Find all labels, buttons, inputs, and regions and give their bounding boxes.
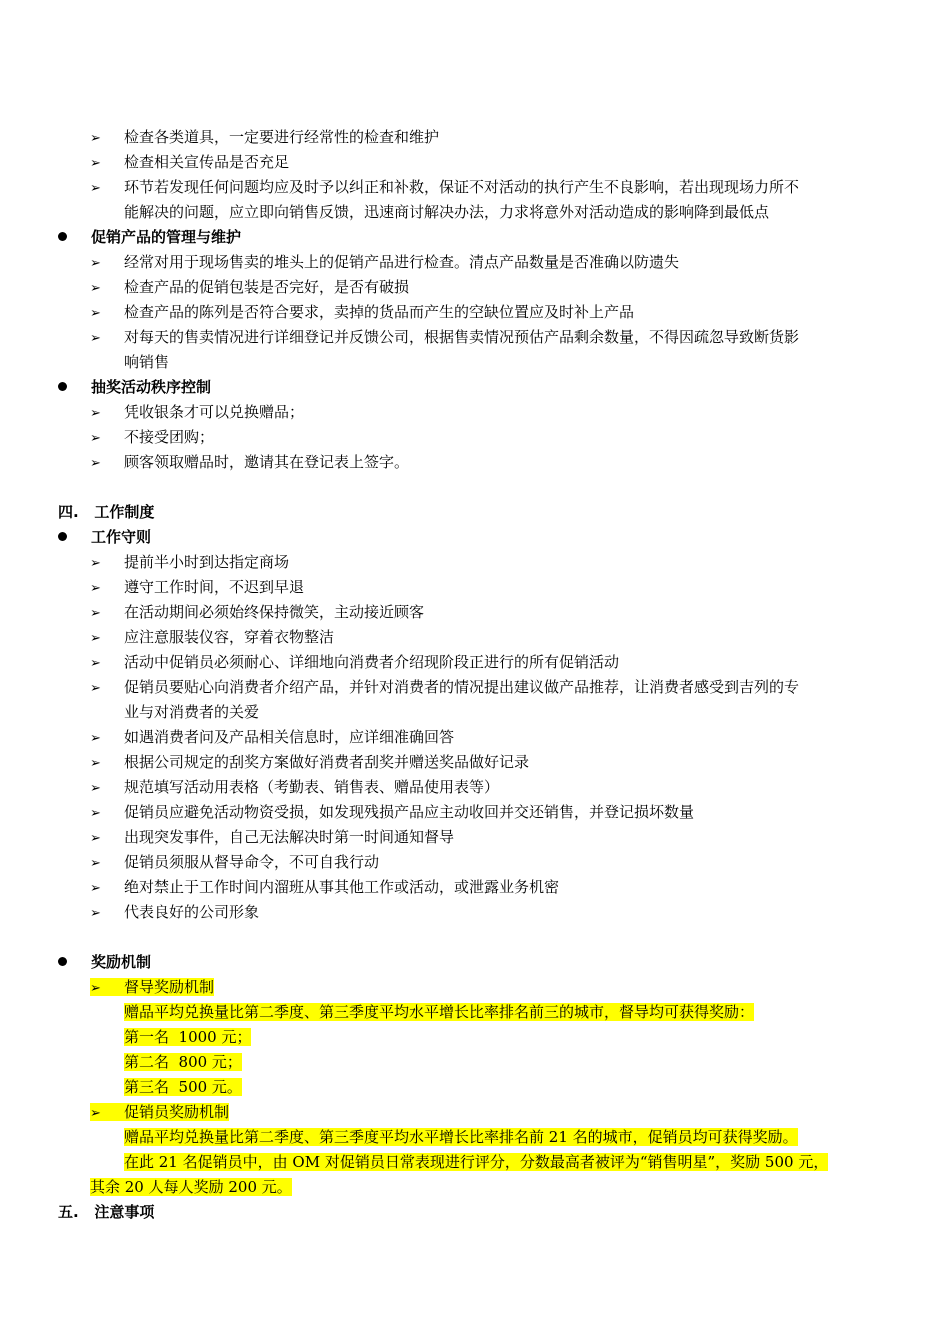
list-item: ➢ 促销员须服从督导命令，不可自我行动 (90, 850, 379, 876)
list-item: ➢ 代表良好的公司形象 (90, 900, 259, 926)
arrow-bullet-icon: ➢ (90, 181, 101, 196)
highlighted-text: ➢ 督导奖励机制 (90, 978, 214, 996)
list-item: ➢ 对每天的售卖情况进行详细登记并反馈公司，根据售卖情况预估产品剩余数量，不得因疏忽导致断货影 (90, 325, 799, 351)
list-item (90, 1100, 229, 1126)
arrow-bullet-icon: ➢ (90, 856, 101, 871)
list-item: ➢ 不接受团购； (90, 425, 214, 451)
arrow-bullet-icon: ➢ (90, 256, 101, 271)
arrow-bullet-icon: ➢ (90, 431, 101, 446)
arrow-bullet-icon: ➢ (90, 981, 101, 996)
arrow-bullet-icon: ➢ (90, 406, 101, 421)
arrow-bullet-icon: ➢ (90, 131, 101, 146)
arrow-bullet-icon: ➢ (90, 281, 101, 296)
round-bullet-icon (58, 957, 67, 966)
arrow-bullet-icon: ➢ (90, 156, 101, 171)
arrow-bullet-icon: ➢ (90, 681, 101, 696)
reward-line: 在此 21 名促销员中，由 OM 对促销员日常表现进行评分，分数最高者被评为“销售明星”，奖励 500 元， (124, 1153, 829, 1171)
list-item: ➢ 绝对禁止于工作时间内溜班从事其他工作或活动，或泄露业务机密 (90, 875, 559, 901)
list-item: ➢ 凭收银条才可以兑换赠品； (90, 400, 304, 426)
reward-line: 第二名 800 元； (124, 1053, 242, 1071)
list-item: ➢ 遵守工作时间，不迟到早退 (90, 575, 304, 601)
list-item-continuation: 业与对消费者的关爱 (124, 703, 260, 721)
section-title: 五. 注意事项 (58, 1203, 155, 1221)
arrow-bullet-icon: ➢ (90, 1106, 101, 1121)
reward-line: 赠品平均兑换量比第二季度、第三季度平均水平增长比率排名前三的城市，督导均可获得奖励： (124, 1003, 755, 1021)
arrow-bullet-icon: ➢ (90, 606, 101, 621)
round-bullet-icon (58, 232, 67, 241)
arrow-bullet-icon: ➢ (90, 781, 101, 796)
list-item: ➢ 检查各类道具，一定要进行经常性的检查和维护 (90, 125, 439, 151)
list-item: ➢ 提前半小时到达指定商场 (90, 550, 289, 576)
section-heading: 奖励机制 (58, 950, 151, 974)
arrow-bullet-icon: ➢ (90, 331, 101, 346)
list-item: ➢ 检查产品的陈列是否符合要求，卖掉的货品而产生的空缺位置应及时补上产品 (90, 300, 634, 326)
list-item: ➢ 根据公司规定的刮奖方案做好消费者刮奖并赠送奖品做好记录 (90, 750, 529, 776)
arrow-bullet-icon: ➢ (90, 806, 101, 821)
arrow-bullet-icon: ➢ (90, 881, 101, 896)
arrow-bullet-icon: ➢ (90, 456, 101, 471)
section-heading: 促销产品的管理与维护 (58, 225, 241, 249)
arrow-bullet-icon: ➢ (90, 906, 101, 921)
highlighted-text: ➢ 促销员奖励机制 (90, 1103, 229, 1121)
arrow-bullet-icon: ➢ (90, 656, 101, 671)
list-item: ➢ 顾客领取赠品时，邀请其在登记表上签字。 (90, 450, 409, 476)
reward-line: 其余 20 人每人奖励 200 元。 (90, 1178, 292, 1196)
list-item: ➢ 经常对用于现场售卖的堆头上的促销产品进行检查。清点产品数量是否准确以防遗失 (90, 250, 679, 276)
list-item: ➢ 检查产品的促销包装是否完好，是否有破损 (90, 275, 409, 301)
arrow-bullet-icon: ➢ (90, 731, 101, 746)
section-heading: 工作守则 (58, 525, 151, 549)
list-item: ➢ 促销员应避免活动物资受损，如发现残损产品应主动收回并交还销售，并登记损坏数量 (90, 800, 694, 826)
list-item: ➢ 活动中促销员必须耐心、详细地向消费者介绍现阶段正进行的所有促销活动 (90, 650, 619, 676)
list-item: ➢ 环节若发现任何问题均应及时予以纠正和补救，保证不对活动的执行产生不良影响，若出现现场力所不 (90, 175, 799, 201)
arrow-bullet-icon: ➢ (90, 831, 101, 846)
list-item: ➢ 应注意服装仪容，穿着衣物整洁 (90, 625, 334, 651)
arrow-bullet-icon: ➢ (90, 631, 101, 646)
list-item: ➢ 出现突发事件，自己无法解决时第一时间通知督导 (90, 825, 454, 851)
reward-line: 赠品平均兑换量比第二季度、第三季度平均水平增长比率排名前 21 名的城市，促销员均可获得奖励。 (124, 1128, 798, 1146)
list-item (90, 975, 214, 1001)
round-bullet-icon (58, 532, 67, 541)
list-item: ➢ 如遇消费者问及产品相关信息时，应详细准确回答 (90, 725, 454, 751)
section-heading: 抽奖活动秩序控制 (58, 375, 211, 399)
list-item-continuation: 响销售 (124, 353, 170, 371)
arrow-bullet-icon: ➢ (90, 756, 101, 771)
arrow-bullet-icon: ➢ (90, 556, 101, 571)
reward-line: 第一名 1000 元； (124, 1028, 252, 1046)
arrow-bullet-icon: ➢ (90, 306, 101, 321)
round-bullet-icon (58, 382, 67, 391)
list-item: ➢ 检查相关宣传品是否充足 (90, 150, 289, 176)
section-title: 四. 工作制度 (58, 503, 155, 521)
list-item: ➢ 在活动期间必须始终保持微笑，主动接近顾客 (90, 600, 424, 626)
arrow-bullet-icon: ➢ (90, 581, 101, 596)
list-item: ➢ 规范填写活动用表格（考勤表、销售表、赠品使用表等） (90, 775, 499, 801)
list-item: ➢ 促销员要贴心向消费者介绍产品，并针对消费者的情况提出建议做产品推荐，让消费者感受到吉列的专 (90, 675, 799, 701)
list-item-continuation: 能解决的问题，应立即向销售反馈，迅速商讨解决办法，力求将意外对活动造成的影响降到最低点 (124, 203, 770, 221)
reward-line: 第三名 500 元。 (124, 1078, 242, 1096)
